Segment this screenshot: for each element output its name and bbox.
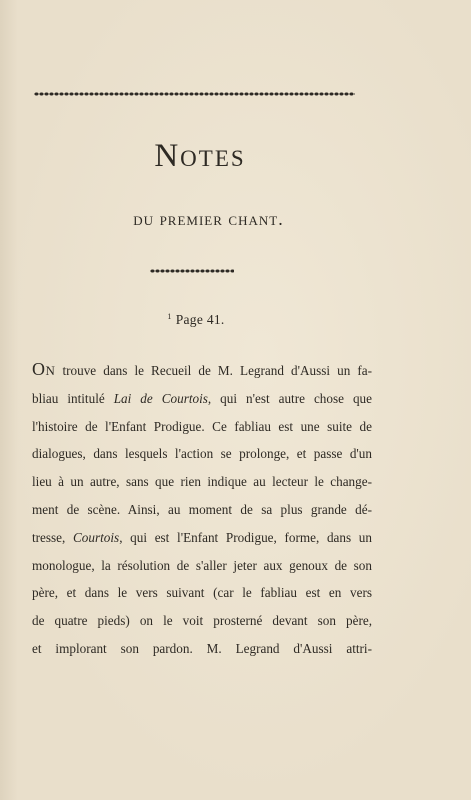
note-reference [0,312,392,328]
note-body [32,356,372,663]
text-line [32,385,372,413]
page-title: Notes [154,138,246,174]
text-line: monologue, la résolution de s'aller jeter aux genoux de son [32,557,372,573]
text-line: ment de scène. Ainsi, au moment de sa plus grande dé- [32,501,372,517]
text-segment: bliau intitulé [32,390,114,406]
text-line: l'histoire de l'Enfant Prodigue. Ce fabliau est une suite de [32,418,372,434]
middle-ornament-rule [150,268,234,274]
text-line: dialogues, dans lesquels l'action se prolonge, et passe d'un [32,446,372,462]
text-segment: , qui n'est autre chose que [207,390,372,406]
text-line [32,356,372,385]
text-line: de quatre pieds) on le voit prosterné devant son père, [32,613,372,629]
text-line: père, et dans le vers suivant (car le fabliau est en vers [32,585,372,601]
text-segment: tresse, [32,529,74,545]
top-ornament-rule [34,91,355,97]
text-segment: trouve dans le Recueil de M. Legrand d'Aussi un fa- [55,363,372,378]
drop-cap-word: On [32,359,56,379]
text-line: lieu à un autre, sans que rien indique au lecteur le change- [32,474,372,490]
note-reference-label: Page 41. [175,312,225,327]
page-subtitle: du premier chant. [133,209,284,229]
footnote-marker: 1 [167,312,172,321]
text-line [32,524,372,552]
text-line: et implorant son pardon. M. Legrand d'Aussi attri- [32,640,372,656]
italic-title: Lai de Courtois [113,390,208,406]
text-segment: , qui est l'Enfant Prodigue, forme, dans un [119,529,372,545]
italic-name: Courtois [73,529,120,545]
